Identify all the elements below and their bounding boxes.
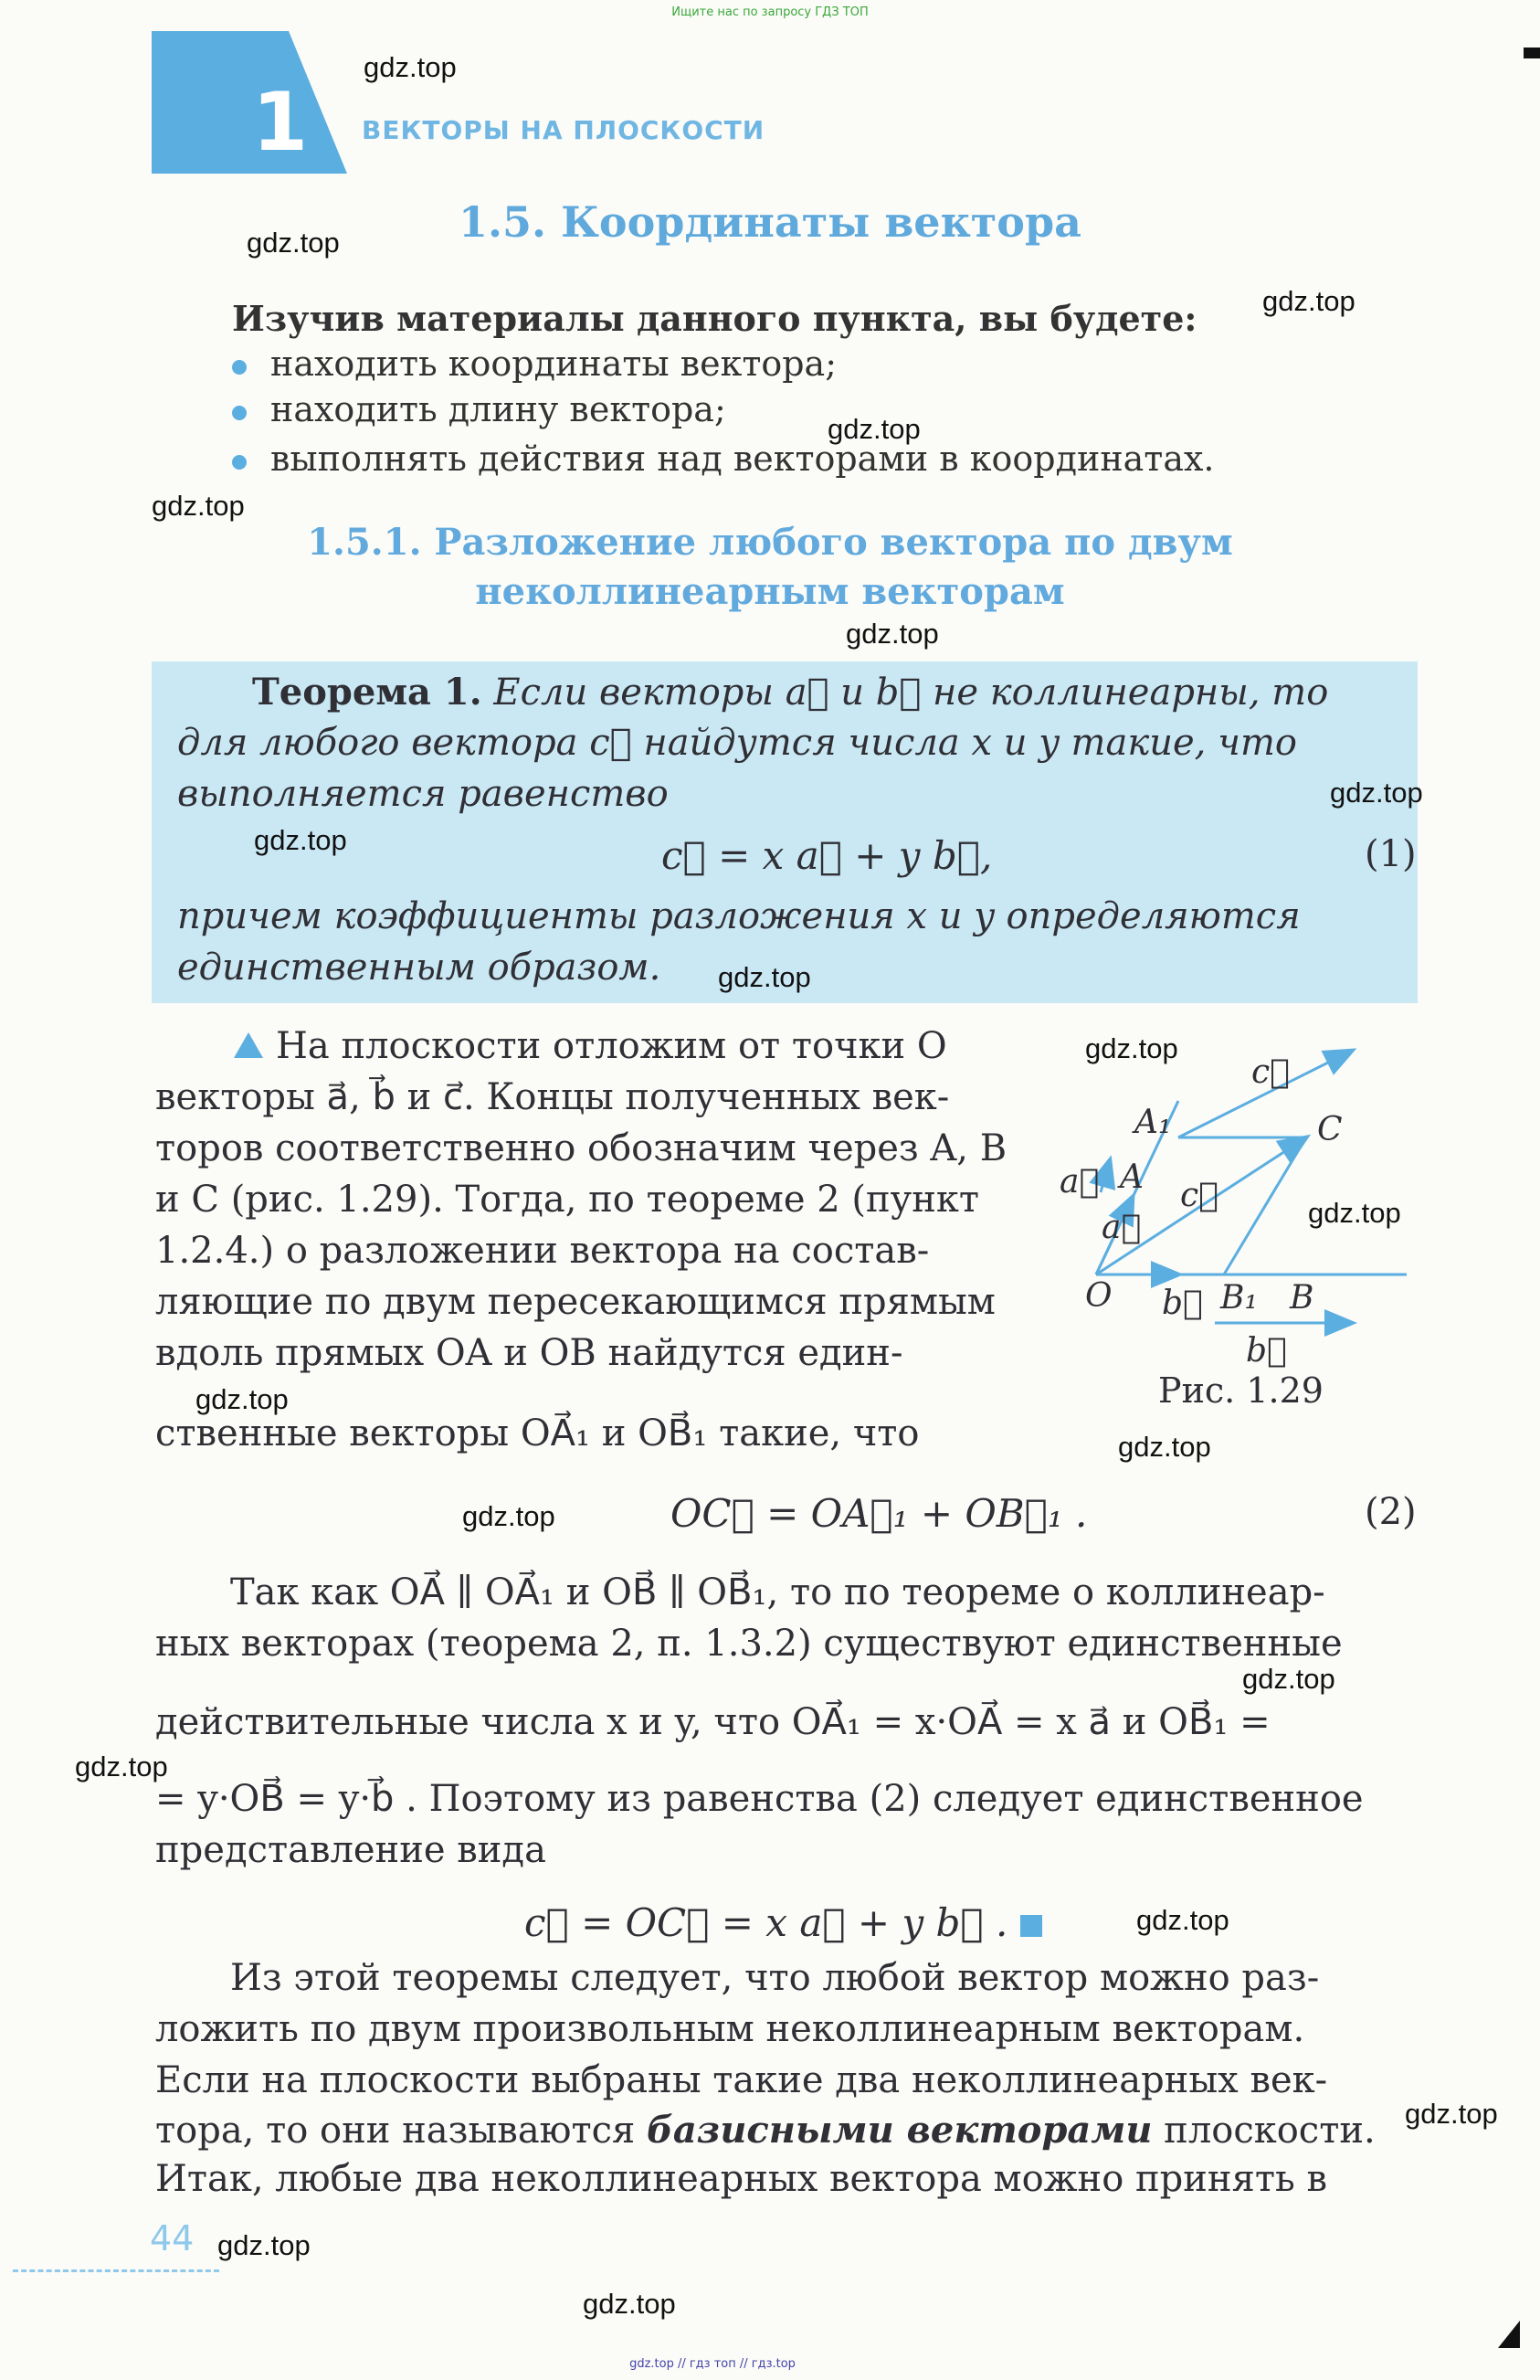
term-basis-vectors: базисными векторами	[646, 2109, 1153, 2152]
watermark: gdz.top	[75, 1751, 168, 1782]
watermark: gdz.top	[364, 51, 457, 83]
fig-label-a1: A₁	[1134, 1104, 1172, 1141]
proof-line: торов соответственно обозначим через A, B	[155, 1127, 1007, 1169]
watermark: gdz.top	[195, 1383, 289, 1415]
proof-line: и C (рис. 1.29). Тогда, по теореме 2 (пункт	[155, 1179, 979, 1221]
fig-label-c: c⃗	[1251, 1053, 1290, 1091]
theorem-formula: c⃗ = x a⃗ + y b⃗,	[661, 833, 993, 878]
chapter-number: 1	[252, 75, 309, 169]
goal-item: находить координаты вектора;	[232, 344, 837, 384]
watermark: gdz.top	[1242, 1663, 1335, 1695]
watermark: gdz.top	[217, 2229, 311, 2261]
proof-start-icon	[234, 1032, 263, 1058]
watermark: gdz.top	[846, 618, 939, 650]
fig-label-a-low: a⃗	[1102, 1209, 1142, 1246]
fig-label-b: b⃗	[1162, 1285, 1203, 1322]
paragraph-line: Так как OA⃗ ∥ OA⃗₁ и OB⃗ ∥ OB⃗₁, то по теореме о коллинеар-	[230, 1571, 1325, 1613]
proof-line: 1.2.4.) о разложении вектора на состав-	[155, 1230, 930, 1272]
paragraph-line: представление вида	[155, 1829, 546, 1871]
proof-line: векторы a⃗, b⃗ и c⃗. Концы полученных век-	[155, 1076, 950, 1118]
page-number: 44	[150, 2218, 195, 2258]
watermark: gdz.top	[583, 2288, 676, 2320]
formula-3: c⃗ = OC⃗ = x a⃗ + y b⃗ .	[524, 1900, 1042, 1945]
subsection-title: неколлинеарным векторам	[475, 570, 1065, 613]
watermark: gdz.top	[462, 1500, 555, 1532]
proof-line: вдоль прямых OA и OB найдутся един-	[155, 1332, 903, 1374]
theorem-line: единственным образом.	[177, 947, 661, 989]
watermark: gdz.top	[1308, 1197, 1401, 1229]
proof-end-icon	[1020, 1915, 1042, 1937]
formula-number: (2)	[1365, 1491, 1417, 1533]
watermark: gdz.top	[828, 413, 921, 445]
fig-label-a: a⃗	[1060, 1163, 1100, 1201]
watermark: gdz.top	[247, 227, 340, 259]
fig-label-A: A	[1120, 1158, 1144, 1196]
theorem-line: Теорема 1. Если векторы a⃗ и b⃗ не коллинеарны, то	[252, 671, 1329, 714]
subsection-title: 1.5.1. Разложение любого вектора по двум	[307, 521, 1233, 564]
watermark: gdz.top	[1085, 1032, 1178, 1064]
proof-line: ственные векторы OA⃗₁ и OB⃗₁ такие, что	[155, 1412, 920, 1454]
top-note: Ищите нас по запросу ГДЗ ТОП	[671, 5, 869, 19]
paragraph-line: Итак, любые два неколлинеарных вектора можно принять в	[155, 2158, 1327, 2200]
theorem-line: выполняется равенство	[177, 773, 669, 815]
proof-line: ляющие по двум пересекающимся прямым	[155, 1281, 996, 1323]
formula-2: OC⃗ = OA⃗₁ + OB⃗₁ .	[670, 1491, 1088, 1536]
fig-label-B1: B₁	[1220, 1279, 1258, 1317]
bottom-note: gdz.top // гдз топ // гдз.top	[629, 2357, 796, 2371]
chapter-title: ВЕКТОРЫ НА ПЛОСКОСТИ	[362, 115, 765, 145]
watermark: gdz.top	[1118, 1431, 1211, 1463]
fig-label-b-bottom: b⃗	[1246, 1332, 1287, 1370]
goal-item: находить длину вектора;	[232, 389, 726, 429]
watermark: gdz.top	[152, 490, 245, 522]
figure-caption: Рис. 1.29	[1158, 1370, 1324, 1411]
paragraph-line: тора, то они называются базисными векторами плоскости.	[155, 2109, 1376, 2152]
watermark: gdz.top	[1262, 285, 1355, 317]
bullet-icon	[232, 406, 247, 420]
bullet-icon	[232, 455, 247, 470]
fig-label-C: C	[1317, 1111, 1343, 1148]
theorem-line: для любого вектора c⃗ найдутся числа x и y такие, что	[177, 722, 1297, 764]
paragraph-line: = y·OB⃗ = y·b⃗ . Поэтому из равенства (2) следует единственное	[155, 1778, 1364, 1820]
section-title: 1.5. Координаты вектора	[459, 197, 1081, 247]
goals-title: Изучив материалы данного пункта, вы будете:	[232, 298, 1197, 339]
theorem-line: причем коэффициенты разложения x и y определяются	[177, 895, 1301, 937]
watermark: gdz.top	[1330, 777, 1423, 809]
goal-item: выполнять действия над векторами в координатах.	[232, 439, 1215, 479]
footer-dash	[13, 2269, 219, 2272]
watermark: gdz.top	[718, 961, 811, 993]
line-cb1	[1224, 1137, 1306, 1275]
bullet-icon	[232, 360, 247, 375]
formula-number: (1)	[1365, 833, 1417, 875]
vector-a-copy	[1101, 1160, 1110, 1192]
proof-line: На плоскости отложим от точки O	[234, 1025, 947, 1067]
paragraph-line: действительные числа x и y, что OA⃗₁ = x·OA⃗ = x a⃗ и OB⃗₁ =	[155, 1701, 1271, 1743]
page-edge-mark	[1524, 48, 1540, 58]
paragraph-line: Из этой теоремы следует, что любой вектор можно раз-	[230, 1957, 1320, 1999]
watermark: gdz.top	[1405, 2098, 1498, 2130]
fig-label-c-mid: c⃗	[1180, 1177, 1218, 1214]
watermark: gdz.top	[254, 824, 347, 856]
page-corner-mark	[1498, 2321, 1520, 2348]
chapter-tab	[152, 31, 347, 174]
paragraph-line: ных векторах (теорема 2, п. 1.3.2) существуют единственные	[155, 1623, 1343, 1665]
fig-label-B: B	[1290, 1279, 1314, 1317]
paragraph-line: ложить по двум произвольным неколлинеарным векторам.	[155, 2008, 1305, 2050]
theorem-label: Теорема 1.	[252, 671, 482, 714]
fig-label-O: O	[1085, 1277, 1113, 1315]
paragraph-line: Если на плоскости выбраны такие два неколлинеарных век-	[155, 2059, 1328, 2101]
watermark: gdz.top	[1136, 1904, 1229, 1936]
